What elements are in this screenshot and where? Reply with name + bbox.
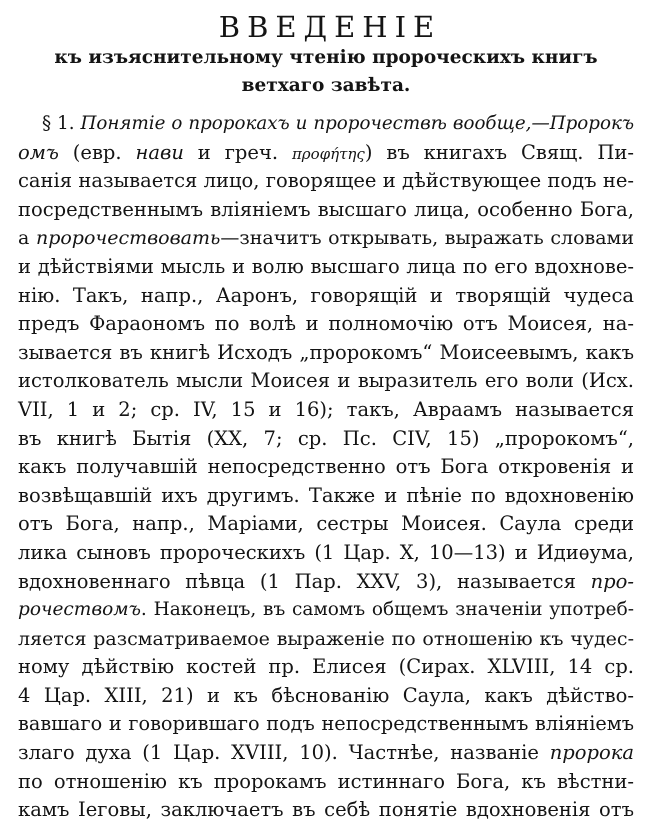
page-title: ВВЕДЕНІЕ bbox=[218, 10, 442, 44]
text-segment: возвѣщавшій ихъ другимъ. Также и пѣніе по вдохновенію bbox=[18, 483, 634, 507]
text-segment: § 1. bbox=[42, 113, 81, 134]
text-line bbox=[18, 453, 634, 482]
italic-text: пророка bbox=[549, 741, 634, 765]
text-line bbox=[18, 596, 634, 625]
italic-text: рочествомъ bbox=[18, 599, 141, 621]
body-paragraph bbox=[18, 110, 634, 825]
italic-text: Понятіе о пророкахъ и пророчествѣ вообще,—Пророкъ bbox=[80, 113, 635, 134]
text-line bbox=[18, 625, 634, 654]
text-segment: истолкователь мысли Моисея и выразитель его воли (Исх. bbox=[18, 369, 634, 393]
text-line bbox=[18, 339, 634, 368]
text-segment: 4 Цар. XIII, 21) и къ бѣснованію Саула, какъ дѣйство- bbox=[18, 683, 634, 707]
text-segment: ному дѣйствію костей пр. Елисея (Сирах. XLVIII, 14 ср. bbox=[18, 655, 634, 679]
text-segment: нію. Такъ, напр., Ааронъ, говорящій и творящій чудеса bbox=[18, 283, 634, 307]
text-line bbox=[18, 425, 634, 454]
text-segment: посредственнымъ вліяніемъ высшаго лица, особенно Бога, bbox=[18, 197, 634, 221]
italic-text: пророчествовать bbox=[35, 227, 221, 250]
text-segment: лика сыновъ пророческихъ (1 Цар. X, 10—13) и Идиѳума, bbox=[18, 540, 634, 564]
text-line bbox=[18, 653, 634, 682]
text-segment: . Наконецъ, въ самомъ общемъ значеніи употреб- bbox=[140, 599, 634, 621]
text-segment: вдохновеннаго пѣвца (1 Пар. XXV, 3), называется bbox=[18, 569, 591, 593]
text-segment: ) въ книгахъ Свящ. Пи- bbox=[364, 140, 634, 164]
text-line bbox=[18, 568, 634, 597]
text-segment: отъ Бога, напр., Маріами, сестры Моисея. Саула среди bbox=[18, 512, 634, 536]
text-segment: санія называется лицо, говорящее и дѣйствующее подъ не- bbox=[18, 169, 634, 193]
text-line bbox=[18, 224, 634, 253]
text-segment: ляется разсматриваемое выраженіе по отношенію къ чудес- bbox=[18, 627, 634, 650]
page-subtitle bbox=[18, 44, 634, 100]
text-line bbox=[18, 110, 634, 139]
text-line bbox=[18, 796, 634, 825]
text-segment: какъ получавшій непосредственно отъ Бога откровенія и bbox=[18, 455, 634, 479]
italic-text: нави bbox=[135, 140, 184, 164]
text-line bbox=[18, 282, 634, 311]
text-segment: въ книгѣ Бытія (XX, 7; ср. Пс. CIV, 15) „пророкомъ“, bbox=[18, 426, 634, 450]
text-segment: зывается въ книгѣ Исходъ „пророкомъ“ Моисеевымъ, какъ bbox=[18, 340, 634, 364]
text-segment: по отношенію къ пророкамъ истиннаго Бога, къ вѣстни- bbox=[18, 769, 634, 793]
text-line bbox=[18, 196, 634, 225]
italic-text: про- bbox=[590, 569, 634, 593]
text-segment: и дѣйствіями мысль и волю высшаго лица по его вдохнове- bbox=[18, 254, 634, 278]
text-segment: (евр. bbox=[58, 140, 136, 164]
text-line bbox=[18, 139, 634, 168]
text-segment: предъ Фараономъ по волѣ и полномочію отъ Моисея, на- bbox=[18, 312, 634, 336]
text-line bbox=[18, 253, 634, 282]
italic-text: омъ bbox=[18, 140, 59, 164]
document-page bbox=[18, 10, 634, 825]
subtitle-line-1: къ изъяснительному чтенію пророческихъ книгъ bbox=[54, 47, 598, 68]
text-segment: злаго духа (1 Цар. XVIII, 10). Частнѣе, названіе bbox=[18, 741, 550, 765]
text-line bbox=[18, 768, 634, 797]
text-line bbox=[18, 167, 634, 196]
text-line bbox=[18, 482, 634, 511]
text-segment: вавшаго и говорившаго подъ непосредственнымъ вліяніемъ bbox=[18, 712, 634, 736]
text-segment: камъ Іеговы, заключаетъ въ себѣ понятіе вдохновенія отъ bbox=[18, 798, 634, 822]
text-line bbox=[18, 367, 634, 396]
text-line bbox=[18, 710, 634, 739]
text-line bbox=[18, 682, 634, 711]
text-segment: а bbox=[18, 227, 36, 250]
greek-text: προφήτης bbox=[291, 144, 365, 163]
text-line bbox=[18, 396, 634, 425]
subtitle-line-2: ветхаго завѣта. bbox=[241, 75, 411, 96]
text-line bbox=[18, 310, 634, 339]
text-line bbox=[18, 739, 634, 768]
text-line bbox=[18, 539, 634, 568]
text-segment: и греч. bbox=[183, 140, 292, 164]
text-line bbox=[18, 510, 634, 539]
text-segment: —значитъ открывать, выражать словами bbox=[220, 227, 634, 250]
text-segment: VII, 1 и 2; ср. IV, 15 и 16); такъ, Авраамъ называется bbox=[18, 397, 634, 421]
